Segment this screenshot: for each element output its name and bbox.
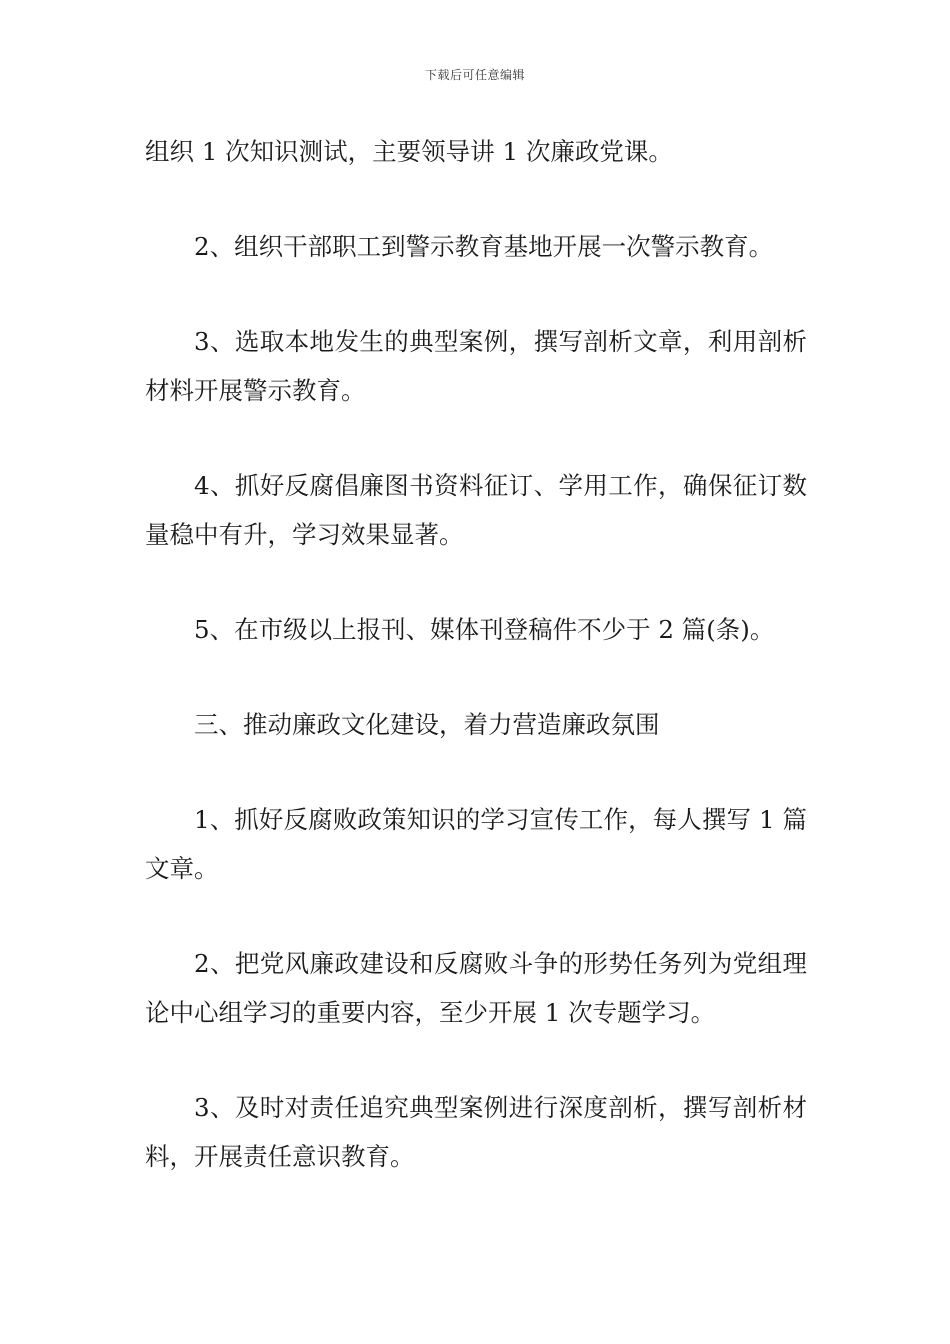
document-body (145, 127, 807, 1227)
paragraph-item-2: 2、组织干部职工到警示教育基地开展一次警示教育。 (194, 232, 774, 261)
page-header: 下载后可任意编辑 (424, 68, 525, 82)
paragraph-item-5: 5、在市级以上报刊、媒体刊登稿件不少于 2 篇(条)。 (194, 615, 775, 644)
paragraph-section3-item-1: 1、抓好反腐败政策知识的学习宣传工作，每人撰写 1 篇文章。 (145, 805, 807, 883)
paragraph-item-3: 3、选取本地发生的典型案例，撰写剖析文章，利用剖析材料开展警示教育。 (145, 327, 807, 405)
paragraph-section3-item-3: 3、及时对责任追究典型案例进行深度剖析，撰写剖析材料，开展责任意识教育。 (145, 1093, 807, 1171)
section-heading-3: 三、推动廉政文化建设，着力营造廉政氛围 (194, 710, 660, 739)
paragraph-item-4: 4、抓好反腐倡廉图书资料征订、学用工作，确保征订数量稳中有升，学习效果显著。 (145, 471, 807, 549)
paragraph-section3-item-2: 2、把党风廉政建设和反腐败斗争的形势任务列为党组理论中心组学习的重要内容，至少开展 1 次专题学习。 (145, 949, 807, 1027)
paragraph-continuation: 组织 1 次知识测试，主要领导讲 1 次廉政党课。 (145, 137, 673, 166)
